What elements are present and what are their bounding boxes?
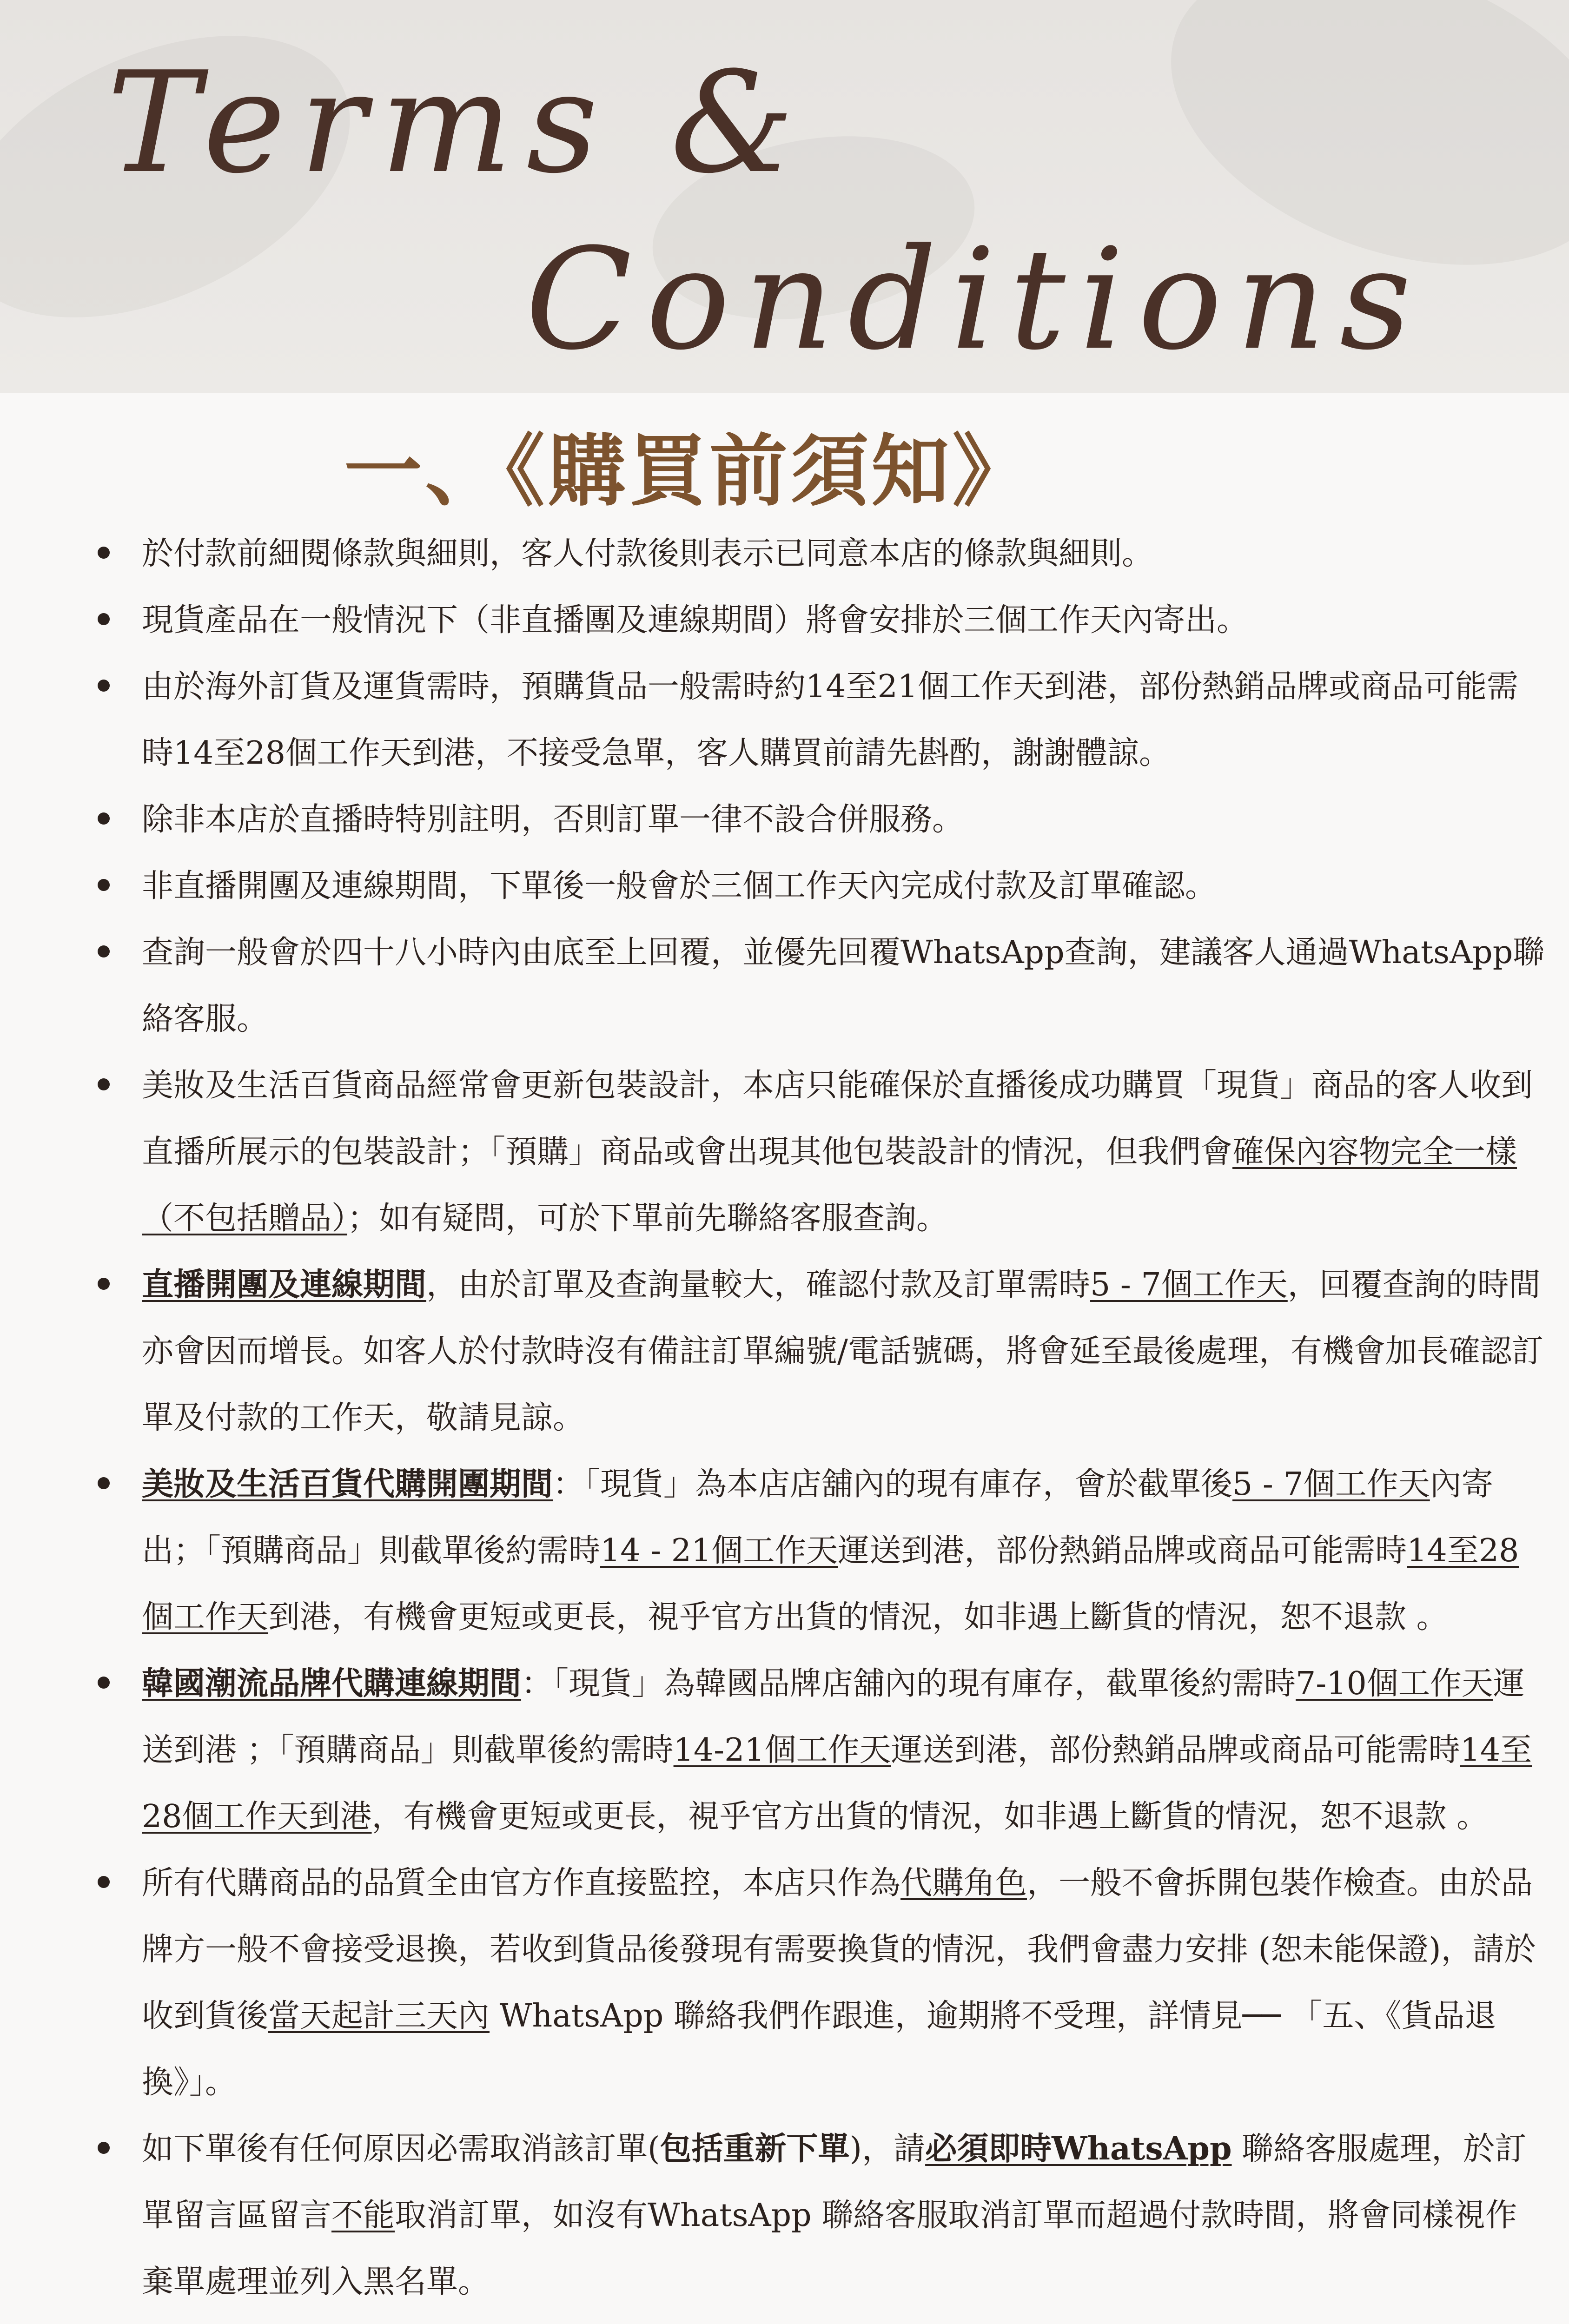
term-text: 到港，有機會更短或更長，視乎官方出貨的情況，如非遇上斷貨的情況，恕不退款 。 bbox=[268, 1599, 1448, 1636]
term-item bbox=[142, 654, 1546, 786]
term-item bbox=[142, 521, 1546, 587]
term-text: 運送到港，部份熱銷品牌或商品可能需時 bbox=[838, 1532, 1407, 1569]
header-banner bbox=[0, 0, 1569, 393]
term-text: 聯絡客服處理，於訂單留言區留言 bbox=[142, 2131, 1527, 2234]
term-item bbox=[142, 1252, 1546, 1451]
term-text: 7-10個工作天 bbox=[1296, 1665, 1493, 1702]
term-item bbox=[142, 587, 1546, 654]
term-text: 代購角色 bbox=[900, 1865, 1027, 1901]
title-terms: Terms & bbox=[107, 42, 808, 204]
term-text: 確保內容物完全一樣（不包括贈品） bbox=[142, 1134, 1517, 1237]
term-text: 非直播開團及連線期間，下單後一般會於三個工作天內完成付款及訂單確認。 bbox=[142, 868, 1217, 905]
title-conditions: Conditions bbox=[525, 218, 1425, 381]
term-text: ，回覆查詢的時間亦會因而增長。如客人於付款時沒有備註訂單編號/電話號碼，將會延至最後處理，有機會加長確認訂單及付款的工作天，敬請見諒。 bbox=[142, 1267, 1543, 1436]
term-item bbox=[142, 1052, 1546, 1252]
term-item bbox=[142, 786, 1546, 853]
term-text: 14至28個工作天到港 bbox=[142, 1732, 1532, 1835]
term-text: 取消訂單，如沒有WhatsApp 聯絡客服取消訂單而超過付款時間，將會同樣視作棄單處理並列入黑名單。 bbox=[142, 2197, 1517, 2300]
term-text: 於付款前細閱條款與細則，客人付款後則表示已同意本店的條款與細則。 bbox=[142, 535, 1154, 572]
term-text: 現貨產品在一般情況下（非直播團及連線期間）將會安排於三個工作天內寄出。 bbox=[142, 602, 1249, 639]
term-text: ：「現貨」為本店店舖內的現有庫存，會於截單後 bbox=[553, 1466, 1233, 1503]
term-text: 必須即時WhatsApp bbox=[925, 2130, 1232, 2167]
term-text: ：「現貨」為韓國品牌店舖內的現有庫存，截單後約需時 bbox=[521, 1665, 1296, 1702]
term-text: 14 - 21個工作天 bbox=[600, 1532, 838, 1569]
section-heading: 一、《購買前須知》 bbox=[344, 425, 1033, 517]
term-text: 直播開團及連線期間 bbox=[142, 1266, 427, 1303]
term-text: ；如有疑問，可於下單前先聯絡客服查詢。 bbox=[347, 1200, 948, 1237]
term-item bbox=[142, 1850, 1546, 2116]
term-text: 韓國潮流品牌代購連線期間 bbox=[142, 1665, 522, 1702]
term-text: ，由於訂單及查詢量較大，確認付款及訂單需時 bbox=[426, 1267, 1091, 1303]
term-text: 查詢一般會於四十八小時內由底至上回覆，並優先回覆WhatsApp查詢，建議客人通過WhatsApp聯絡客服。 bbox=[142, 934, 1545, 1037]
term-item bbox=[142, 2116, 1546, 2315]
term-text: 包括重新下單 bbox=[660, 2130, 850, 2167]
term-text: WhatsApp 聯絡我們作跟進，逾期將不受理，詳情見── 「五、《貨品退換》」。 bbox=[142, 1998, 1496, 2101]
term-text: ，一般不會拆開包裝作檢查。由於品牌方一般不會接受退換，若收到貨品後發現有需要換貨的情況，我們會盡力安排 (恕未能保證)，請於收到貨後 bbox=[142, 1865, 1536, 2034]
term-text: )，請 bbox=[849, 2131, 926, 2167]
term-item bbox=[142, 1451, 1546, 1651]
term-item bbox=[142, 919, 1546, 1052]
term-text: 14-21個工作天 bbox=[673, 1732, 891, 1769]
term-text: 不能 bbox=[331, 2197, 395, 2234]
term-text: 當天起計三天內 bbox=[268, 1998, 490, 2034]
term-text: 除非本店於直播時特別註明，否則訂單一律不設合併服務。 bbox=[142, 801, 964, 838]
term-text: 美妝及生活百貨代購開團期間 bbox=[142, 1466, 553, 1503]
term-text: 如下單後有任何原因必需取消該訂單( bbox=[142, 2131, 660, 2167]
term-text: 14至28個工作天 bbox=[142, 1532, 1519, 1636]
term-item bbox=[142, 853, 1546, 919]
terms-list bbox=[79, 521, 1546, 2315]
term-text: 5 - 7個工作天 bbox=[1090, 1267, 1288, 1303]
term-text: 由於海外訂貨及運貨需時，預購貨品一般需時約14至21個工作天到港，部份熱銷品牌或商品可能需時14至28個工作天到港，不接受急單，客人購買前請先斟酌，謝謝體諒。 bbox=[142, 668, 1519, 772]
term-text: 美妝及生活百貨商品經常會更新包裝設計，本店只能確保於直播後成功購買「現貨」商品的客人收到直播所展示的包裝設計；「預購」商品或會出現其他包裝設計的情況，但我們會 bbox=[142, 1067, 1533, 1170]
term-text: 5 - 7個工作天 bbox=[1232, 1466, 1430, 1503]
term-text: 所有代購商品的品質全由官方作直接監控，本店只作為 bbox=[142, 1865, 901, 1901]
term-text: 運送到港，部份熱銷品牌或商品可能需時 bbox=[891, 1732, 1460, 1769]
term-item bbox=[142, 1651, 1546, 1850]
term-text: ，有機會更短或更長，視乎官方出貨的情況，如非遇上斷貨的情況，恕不退款 。 bbox=[371, 1798, 1489, 1835]
term-text: 內寄出；「預購商品」則截單後約需時 bbox=[142, 1466, 1493, 1569]
term-text: 運送到港 ；「預購商品」則截單後約需時 bbox=[142, 1665, 1525, 1769]
